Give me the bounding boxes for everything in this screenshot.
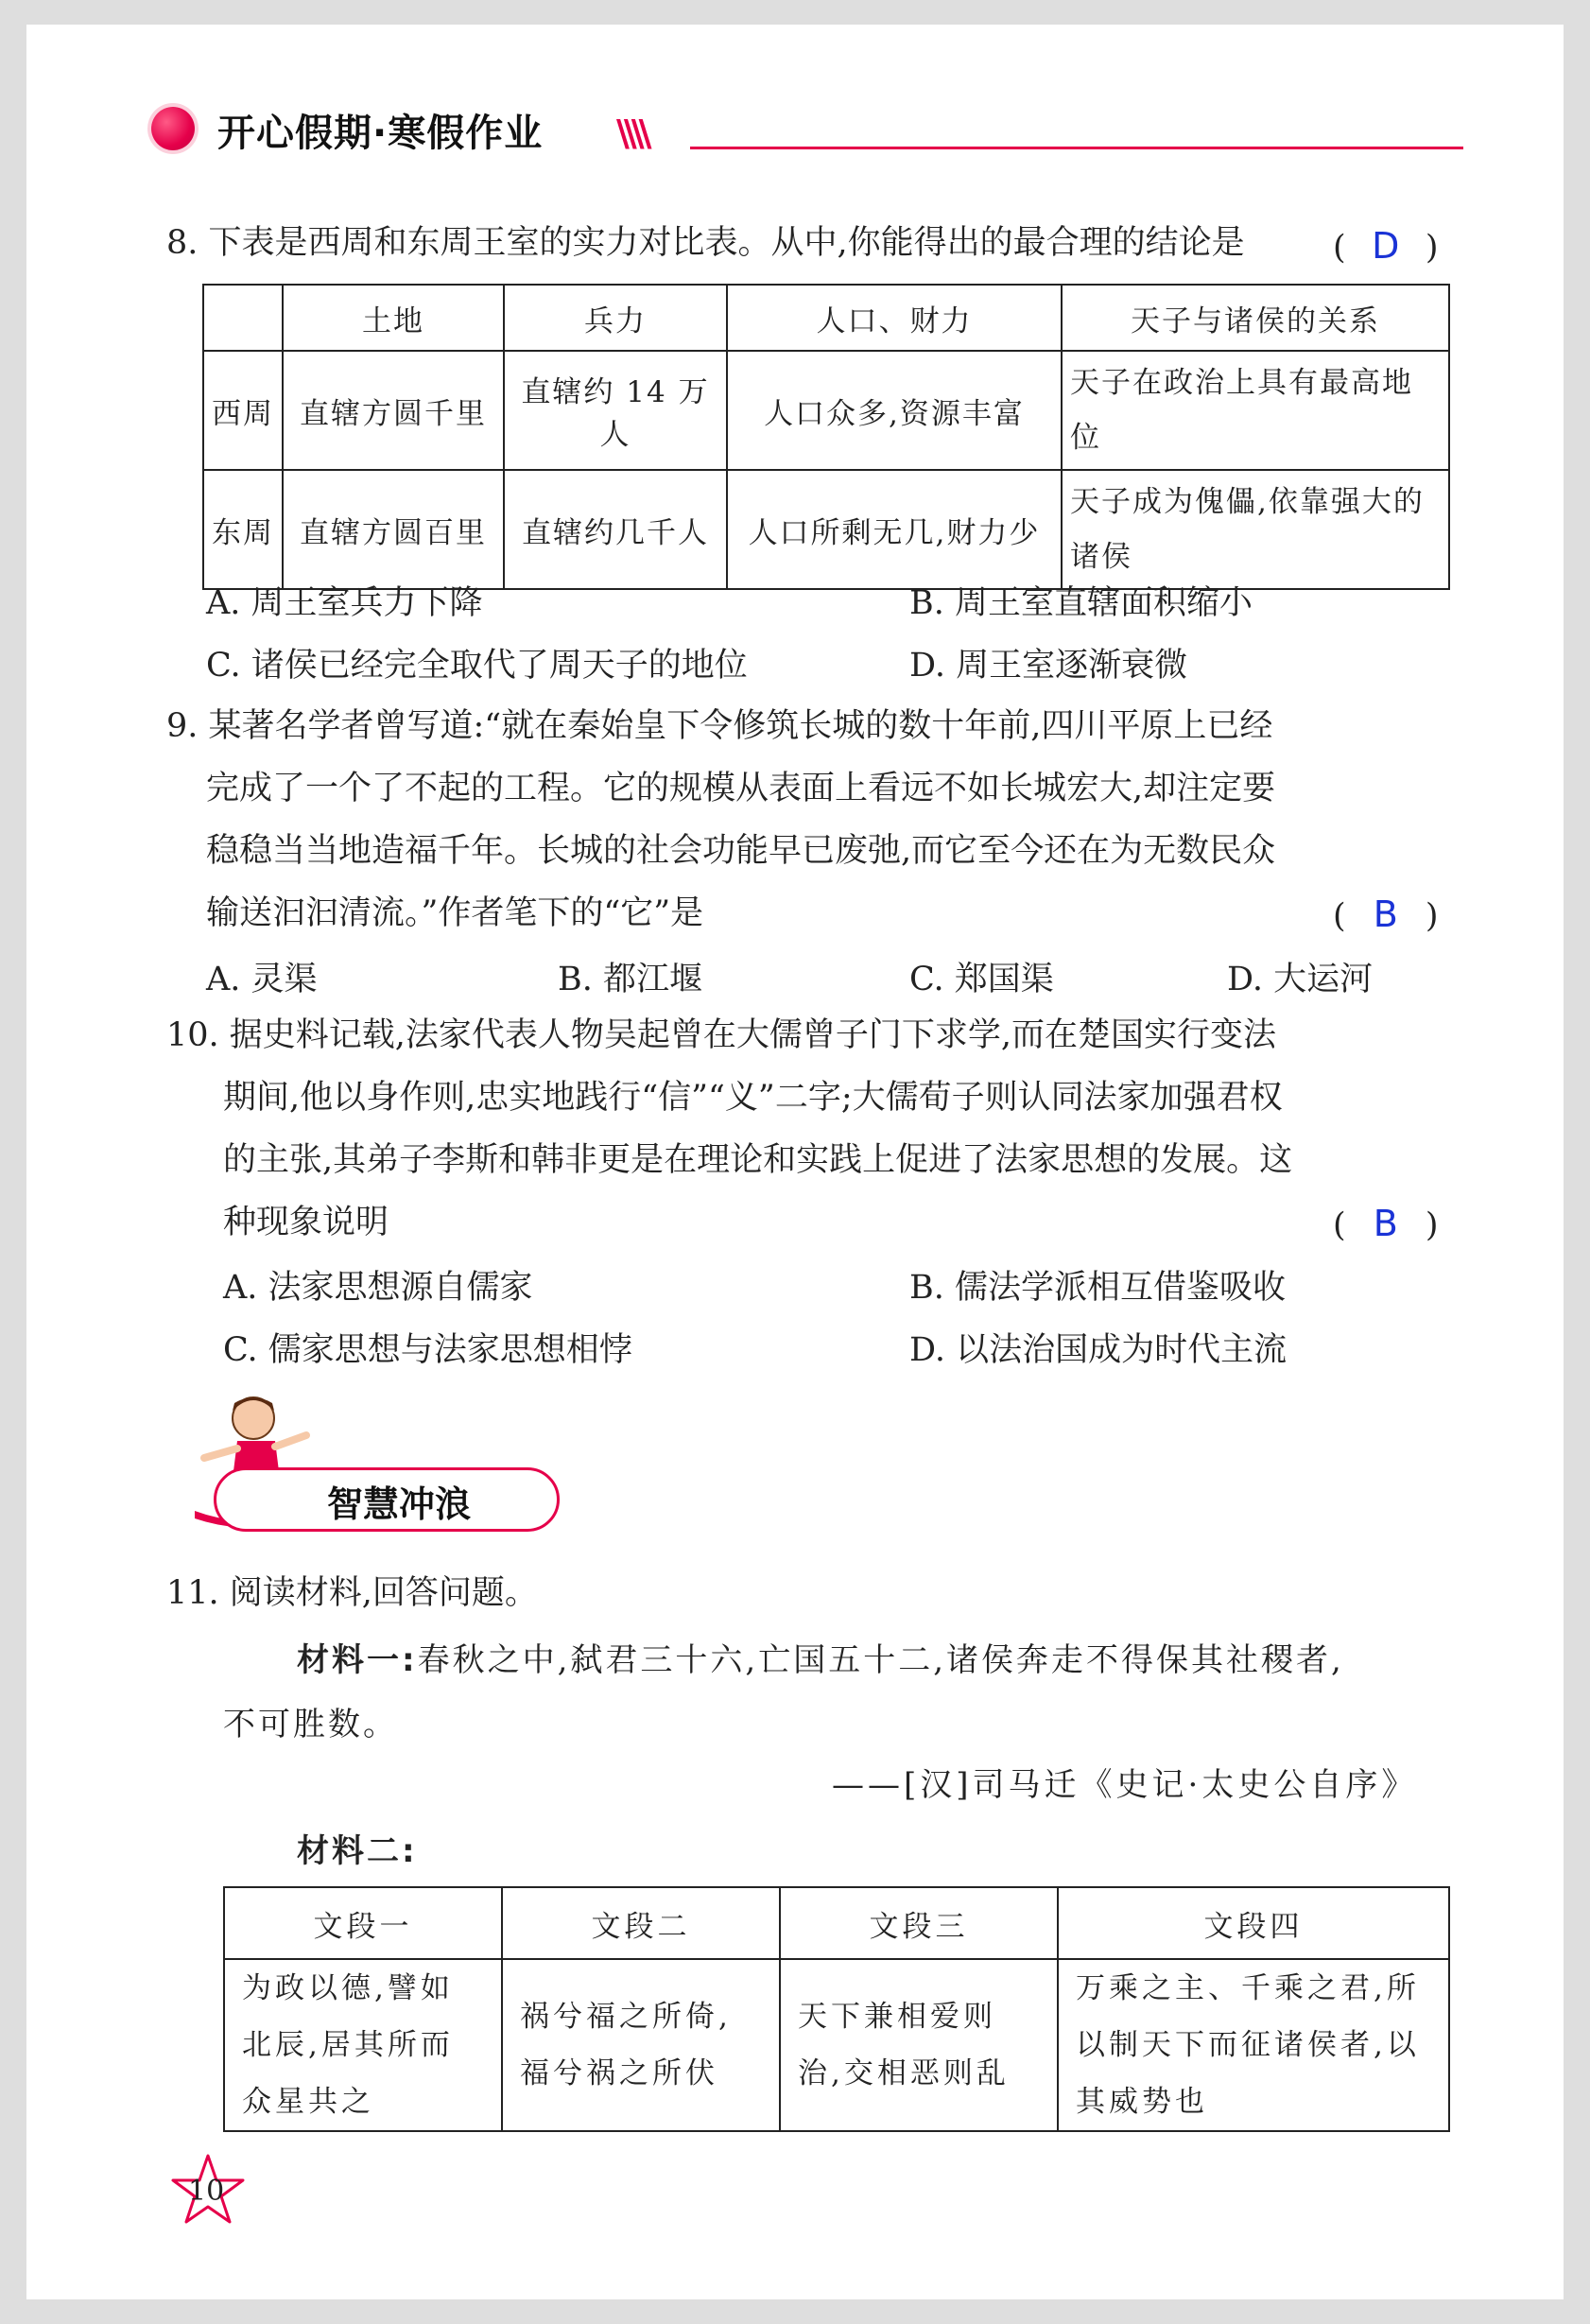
table-row [203,351,1449,470]
material1-text: 春秋之中,弑君三十六,亡国五十二,诸侯奔走不得保其社稷者, [417,1641,1344,1679]
material1-source: ——[汉]司马迁《史记·太史公自序》 [832,1766,1418,1804]
q10-answer: ( B ) [1333,1203,1439,1244]
table-header-cell [203,285,283,351]
table-cell: 西周 [203,351,283,470]
table-header-cell: 兵力 [504,285,727,351]
table-header-cell: 土地 [283,285,504,351]
table-cell: 祸兮福之所倚,福兮祸之所伏 [502,1959,780,2131]
q9-option-d: D. 大运河 [1227,961,1374,998]
q8-option-d: D. 周王室逐渐衰微 [909,647,1188,685]
q10-option-a: A. 法家思想源自儒家 [223,1269,533,1307]
q10-line: 10. 据史料记载,法家代表人物吴起曾在大儒曾子门下求学,而在楚国实行变法 [166,1016,1277,1054]
q10-option-c: C. 儒家思想与法家思想相悖 [223,1331,632,1369]
q11-stem: 11. 阅读材料,回答问题。 [166,1574,538,1612]
section-title: 智慧冲浪 [327,1483,472,1525]
q10-line: 的主张,其弟子李斯和韩非更是在理论和实践上促进了法家思想的发展。这 [223,1141,1293,1179]
q9-line: 输送汩汩清流。”作者笔下的“它”是 [206,894,704,932]
q8-table [202,284,1450,590]
table-cell: 人口众多,资源丰富 [727,351,1062,470]
table-cell: 天子在政治上具有最高地位 [1062,351,1449,470]
table-header-cell: 天子与诸侯的关系 [1062,285,1449,351]
table-cell: 万乘之主、千乘之君,所以制天下而征诸侯者,以其威势也 [1058,1959,1449,2131]
material2-label: 材料二: [297,1832,418,1870]
table-cell: 天下兼相爱则治,交相恶则乱 [780,1959,1058,2131]
table-cell: 直辖方圆百里 [283,470,504,589]
q9-answer-letter: B [1373,893,1398,935]
table-cell: 为政以德,譬如北辰,居其所而众星共之 [224,1959,502,2131]
table-cell: 直辖方圆千里 [283,351,504,470]
header-rule [690,147,1463,149]
header-slashes-icon: \\\\ [616,113,647,154]
material1-line2: 不可胜数。 [223,1706,398,1743]
header-title: 开心假期·寒假作业 [217,112,544,155]
table-cell: 直辖约 14 万人 [504,351,727,470]
q8-answer: ( D ) [1333,225,1439,267]
table-header-row [203,285,1449,351]
table-cell: 人口所剩无几,财力少 [727,470,1062,589]
q8-stem: 8. 下表是西周和东周王室的实力对比表。从中,你能得出的最合理的结论是 [166,224,1245,262]
q10-line: 期间,他以身作则,忠实地践行“信”“义”二字;大儒荀子则认同法家加强君权 [223,1079,1283,1117]
table-header-cell: 文段三 [780,1887,1058,1959]
table-row [224,1959,1449,2131]
q11-table [223,1886,1450,2132]
section-banner [166,1392,573,1534]
q9-option-c: C. 郑国渠 [909,961,1054,998]
table-cell: 东周 [203,470,283,589]
q10-line: 种现象说明 [223,1204,389,1241]
q10-option-b: B. 儒法学派相互借鉴吸收 [909,1269,1286,1307]
table-header-cell: 人口、财力 [727,285,1062,351]
q8-option-a: A. 周王室兵力下降 [206,584,483,622]
material1-label: 材料一: [297,1641,418,1679]
q8-option-c: C. 诸侯已经完全取代了周天子的地位 [206,647,748,685]
q9-line: 完成了一个了不起的工程。它的规模从表面上看远不如长城宏大,却注定要 [206,770,1276,807]
table-cell: 天子成为傀儡,依靠强大的诸侯 [1062,470,1449,589]
page-number: 10 [188,2175,225,2208]
q9-line: 9. 某著名学者曾写道:“就在秦始皇下令修筑长城的数十年前,四川平原上已经 [166,707,1273,745]
q10-answer-letter: B [1373,1203,1398,1244]
q8-option-b: B. 周王室直辖面积缩小 [909,584,1253,622]
table-cell: 直辖约几千人 [504,470,727,589]
table-header-cell: 文段二 [502,1887,780,1959]
header-dot-icon [151,107,195,150]
table-header-cell: 文段一 [224,1887,502,1959]
q9-line: 稳稳当当地造福千年。长城的社会功能早已废弛,而它至今还在为无数民众 [206,832,1276,870]
q9-option-a: A. 灵渠 [206,961,318,998]
material1-line [297,1634,1344,1680]
table-row [203,470,1449,589]
q10-option-d: D. 以法治国成为时代主流 [909,1331,1288,1369]
q9-option-b: B. 都江堰 [558,961,702,998]
q9-answer: ( B ) [1333,893,1439,935]
q8-answer-letter: D [1372,225,1400,267]
table-header-cell: 文段四 [1058,1887,1449,1959]
page-header [151,99,1465,165]
table-header-row [224,1887,1449,1959]
